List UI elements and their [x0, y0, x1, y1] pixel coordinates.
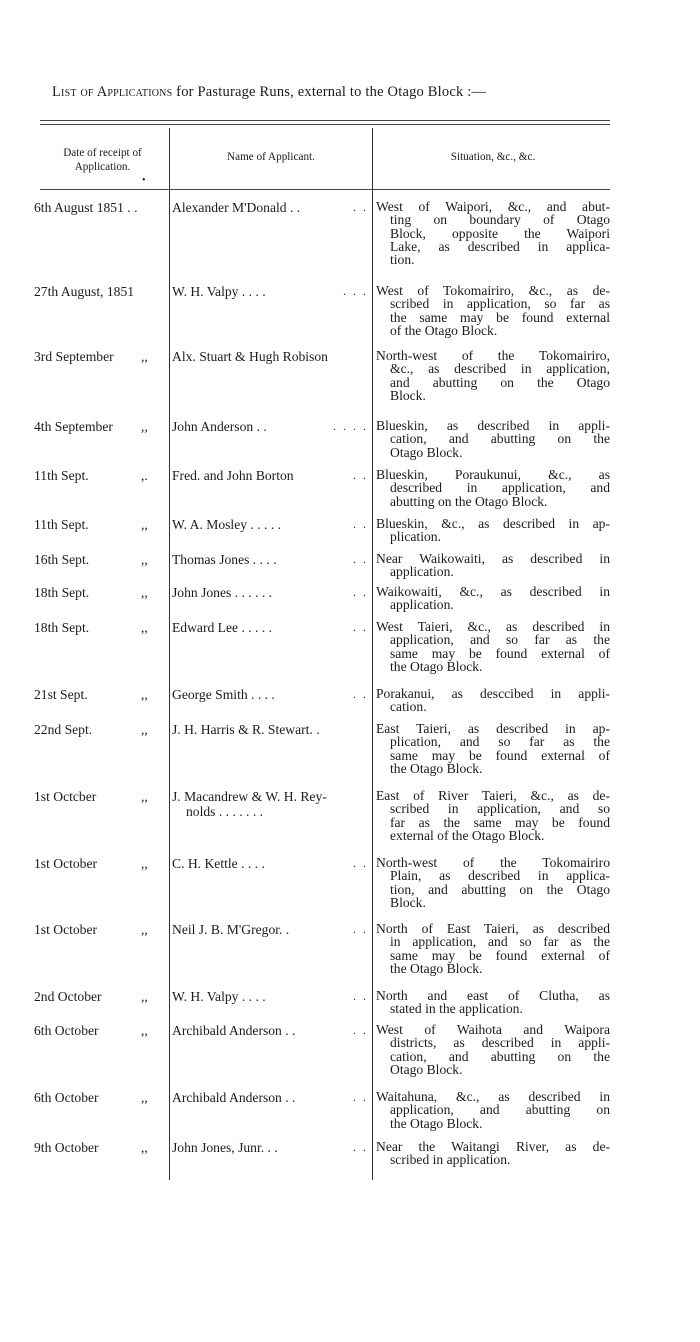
applicant-name: Thomas Jones . . . . — [172, 552, 277, 567]
ditto-mark: ,, — [141, 1023, 148, 1038]
date-text: 9th October — [34, 1140, 99, 1155]
situation-line: Otago Block. — [390, 444, 463, 460]
situation-cell — [376, 517, 610, 544]
leader-dots: . . — [353, 1140, 368, 1154]
situation-cell — [376, 349, 610, 402]
situation-line: North-west of the Tokomairiro — [376, 855, 610, 870]
header-dot: • — [142, 175, 146, 186]
applicant-name-cell — [172, 922, 370, 937]
situation-line: the same may be found external — [390, 309, 610, 325]
situation-line: described in application, and — [390, 480, 610, 496]
ditto-mark: ,, — [141, 349, 148, 364]
situation-cell — [376, 687, 610, 714]
date-text: 21st Sept. — [34, 687, 88, 702]
situation-line: the Otago Block. — [390, 658, 483, 674]
date-text: 18th Sept. — [34, 585, 90, 600]
situation-line: of the Otago Block. — [390, 322, 498, 338]
leader-dots: . . — [353, 922, 368, 936]
situation-cell — [376, 1023, 610, 1076]
situation-cell — [376, 419, 610, 459]
situation-line: Porakanui, as desccibed in appli- — [376, 686, 610, 701]
situation-line: East Taieri, as described in ap- — [376, 721, 610, 736]
situation-line: scribed in application. — [390, 1152, 511, 1168]
applicant-name-continued: nolds . . . . . . . — [186, 804, 264, 819]
applicant-name: George Smith . . . . — [172, 687, 275, 702]
situation-line: the Otago Block. — [390, 1115, 483, 1131]
situation-line: scribed in application, so far as — [390, 296, 610, 312]
ditto-mark: ,, — [141, 789, 148, 804]
situation-line: in application, and so far as the — [390, 934, 610, 950]
situation-line: scribed in application, and so — [390, 801, 610, 817]
ditto-mark: ,, — [141, 585, 148, 600]
applicant-name: W. H. Valpy . . . . — [172, 989, 266, 1004]
applicant-name: John Anderson . . — [172, 419, 267, 434]
applicant-name-cell — [172, 1023, 370, 1038]
situation-line: stated in the application. — [390, 1001, 523, 1017]
ditto-mark: ,, — [141, 419, 148, 434]
applicant-name-cell — [172, 722, 370, 737]
situation-line: cation, and abutting on the — [390, 431, 610, 447]
applicant-name: Alx. Stuart & Hugh Robison — [172, 349, 328, 364]
situation-line: far as the same may be found — [390, 814, 610, 830]
date-text: 6th August 1851 . . — [34, 200, 138, 215]
applicant-name-cell — [172, 687, 370, 702]
leader-dots: . . — [353, 687, 368, 701]
situation-line: North of East Taieri, as described — [376, 921, 610, 936]
situation-line: Block. — [390, 894, 426, 910]
situation-cell — [376, 284, 610, 337]
situation-line: North and east of Clutha, as — [376, 988, 610, 1003]
situation-line: Near Waikowaiti, as described in — [376, 551, 610, 566]
date-text: 22nd Sept. — [34, 722, 93, 737]
situation-line: tion. — [390, 252, 415, 268]
column-divider-1 — [169, 128, 170, 1180]
leader-dots: . . . . — [333, 419, 368, 433]
applicant-name-cell — [172, 620, 370, 635]
leader-dots: . . — [353, 989, 368, 1003]
situation-line: Blueskin, &c., as described in ap- — [376, 516, 610, 531]
ditto-mark: ,, — [141, 922, 148, 937]
leader-dots: . . — [353, 517, 368, 531]
situation-line: West of Tokomairiro, &c., as de- — [376, 283, 610, 298]
applicant-name: John Jones . . . . . . — [172, 585, 273, 600]
ditto-mark: ,, — [141, 989, 148, 1004]
situation-line: plication. — [390, 529, 441, 545]
situation-cell — [376, 922, 610, 975]
situation-line: tion, and abutting on the Otago — [390, 881, 610, 897]
date-text: 18th Sept. — [34, 620, 90, 635]
situation-line: application. — [390, 564, 454, 580]
situation-line: cation. — [390, 699, 427, 715]
situation-cell — [376, 620, 610, 673]
ditto-mark: ,. — [141, 468, 148, 483]
applicant-name-cell — [172, 349, 370, 364]
header-name: Name of Applicant. — [227, 151, 315, 163]
date-text: 2nd October — [34, 989, 102, 1004]
date-text: 6th October — [34, 1090, 99, 1105]
situation-line: same may be found external of — [390, 747, 610, 763]
leader-dots: . . — [353, 200, 368, 214]
date-text: 6th October — [34, 1023, 99, 1038]
applicant-name-cell — [172, 585, 370, 600]
header-situation: Situation, &c., &c. — [450, 151, 536, 163]
applicant-name-cell — [172, 1140, 370, 1155]
situation-line: cation, and abutting on the — [390, 1048, 610, 1064]
ditto-mark: ,, — [141, 687, 148, 702]
situation-line: West of Waihota and Waipora — [376, 1022, 610, 1037]
situation-cell — [376, 552, 610, 579]
situation-line: Blueskin, as described in appli- — [376, 418, 610, 433]
situation-line: Waikowaiti, &c., as described in — [376, 584, 610, 599]
applicant-name-cell — [172, 517, 370, 532]
situation-line: West Taieri, &c., as described in — [376, 619, 610, 634]
leader-dots: . . — [353, 552, 368, 566]
situation-line: Block. — [390, 387, 426, 403]
situation-line: West of Waipori, &c., and abut- — [376, 199, 610, 214]
situation-line: same may be found external of — [390, 645, 610, 661]
situation-line: Otago Block. — [390, 1061, 463, 1077]
ditto-mark: ,, — [141, 552, 148, 567]
leader-dots: . . — [353, 1023, 368, 1037]
top-rule-1 — [40, 120, 610, 121]
title-caps: List of Applications — [52, 84, 173, 100]
situation-line: Waitahuna, &c., as described in — [376, 1089, 610, 1104]
date-text: 11th Sept. — [34, 517, 89, 532]
applicant-name: J. H. Harris & R. Stewart. . — [172, 722, 320, 737]
situation-line: application, and abutting on — [390, 1102, 610, 1118]
situation-cell — [376, 989, 610, 1016]
situation-line: plication, and so far as the — [390, 734, 610, 750]
applicant-name: Archibald Anderson . . — [172, 1023, 296, 1038]
date-text: 1st October — [34, 922, 98, 937]
applicant-name: Neil J. B. M'Gregor. . — [172, 922, 290, 937]
applicant-name-cell — [172, 419, 370, 434]
page-title — [52, 84, 652, 101]
date-text: 16th Sept. — [34, 552, 90, 567]
situation-line: East of River Taieri, &c., as de- — [376, 788, 610, 803]
applicant-name: Alexander M'Donald . . — [172, 200, 301, 215]
leader-dots: . . — [353, 468, 368, 482]
applicant-name: Archibald Anderson . . — [172, 1090, 296, 1105]
leader-dots: . . . — [343, 284, 368, 298]
ditto-mark: ,, — [141, 1090, 148, 1105]
applicant-name-cell — [172, 989, 370, 1004]
situation-cell — [376, 1140, 610, 1167]
ditto-mark: ,, — [141, 856, 148, 871]
applicant-name: W. H. Valpy . . . . — [172, 284, 266, 299]
situation-line: Near the Waitangi River, as de- — [376, 1139, 610, 1154]
situation-cell — [376, 789, 610, 842]
situation-cell — [376, 468, 610, 508]
situation-line: Plain, as described in applica- — [390, 868, 610, 884]
situation-line: &c., as described in application, — [390, 361, 610, 377]
applicant-name-cell — [172, 789, 370, 819]
situation-line: the Otago Block. — [390, 760, 483, 776]
leader-dots: . . — [353, 856, 368, 870]
situation-cell — [376, 200, 610, 266]
situation-cell — [376, 1090, 610, 1130]
applicant-name-cell — [172, 468, 370, 483]
leader-dots: . . — [353, 620, 368, 634]
date-text: 3rd September — [34, 349, 114, 364]
situation-cell — [376, 722, 610, 775]
situation-line: external of the Otago Block. — [390, 827, 545, 843]
ditto-mark: ,, — [141, 620, 148, 635]
applicant-name-cell — [172, 200, 370, 215]
ditto-mark: ,, — [141, 1140, 148, 1155]
applicant-name: J. Macandrew & W. H. Rey- — [172, 789, 327, 804]
situation-line: North-west of the Tokomairiro, — [376, 348, 610, 363]
date-text: 4th September — [34, 419, 113, 434]
situation-line: the Otago Block. — [390, 960, 483, 976]
situation-line: same may be found external of — [390, 947, 610, 963]
title-rest: for Pasturage Runs, external to the Otago Block :— — [172, 84, 487, 100]
ditto-mark: ,, — [141, 722, 148, 737]
leader-dots: . . — [353, 1090, 368, 1104]
applicant-name-cell — [172, 284, 370, 299]
situation-cell — [376, 856, 610, 909]
leader-dots: . . — [353, 585, 368, 599]
date-text: 1st Octcber — [34, 789, 97, 804]
situation-line: Lake, as described in applica- — [390, 238, 610, 254]
column-divider-2 — [372, 128, 373, 1180]
top-rule-2 — [40, 124, 610, 125]
situation-line: abutting on the Otago Block. — [390, 493, 548, 509]
situation-cell — [376, 585, 610, 612]
applicant-name-cell — [172, 1090, 370, 1105]
header-rule — [40, 189, 610, 190]
applicant-name-cell — [172, 552, 370, 567]
situation-line: application. — [390, 597, 454, 613]
applicant-name: W. A. Mosley . . . . . — [172, 517, 282, 532]
ditto-mark: ,, — [141, 517, 148, 532]
date-text: 27th August, 1851 — [34, 284, 135, 299]
applicant-name: John Jones, Junr. . . — [172, 1140, 278, 1155]
applicant-name: Edward Lee . . . . . — [172, 620, 273, 635]
applicant-name: Fred. and John Borton — [172, 468, 294, 483]
applicant-name-cell — [172, 856, 370, 871]
situation-line: and abutting on the Otago — [390, 374, 610, 390]
situation-line: districts, as described in appli- — [390, 1035, 610, 1051]
date-text: 1st October — [34, 856, 98, 871]
situation-line: Block, opposite the Waipori — [390, 225, 610, 241]
situation-line: ting on boundary of Otago — [390, 212, 610, 228]
situation-line: Blueskin, Poraukunui, &c., as — [376, 467, 610, 482]
date-text: 11th Sept. — [34, 468, 89, 483]
applicant-name: C. H. Kettle . . . . — [172, 856, 265, 871]
header-date: Date of receipt of Application. — [63, 147, 142, 173]
situation-line: application, and so far as the — [390, 632, 610, 648]
